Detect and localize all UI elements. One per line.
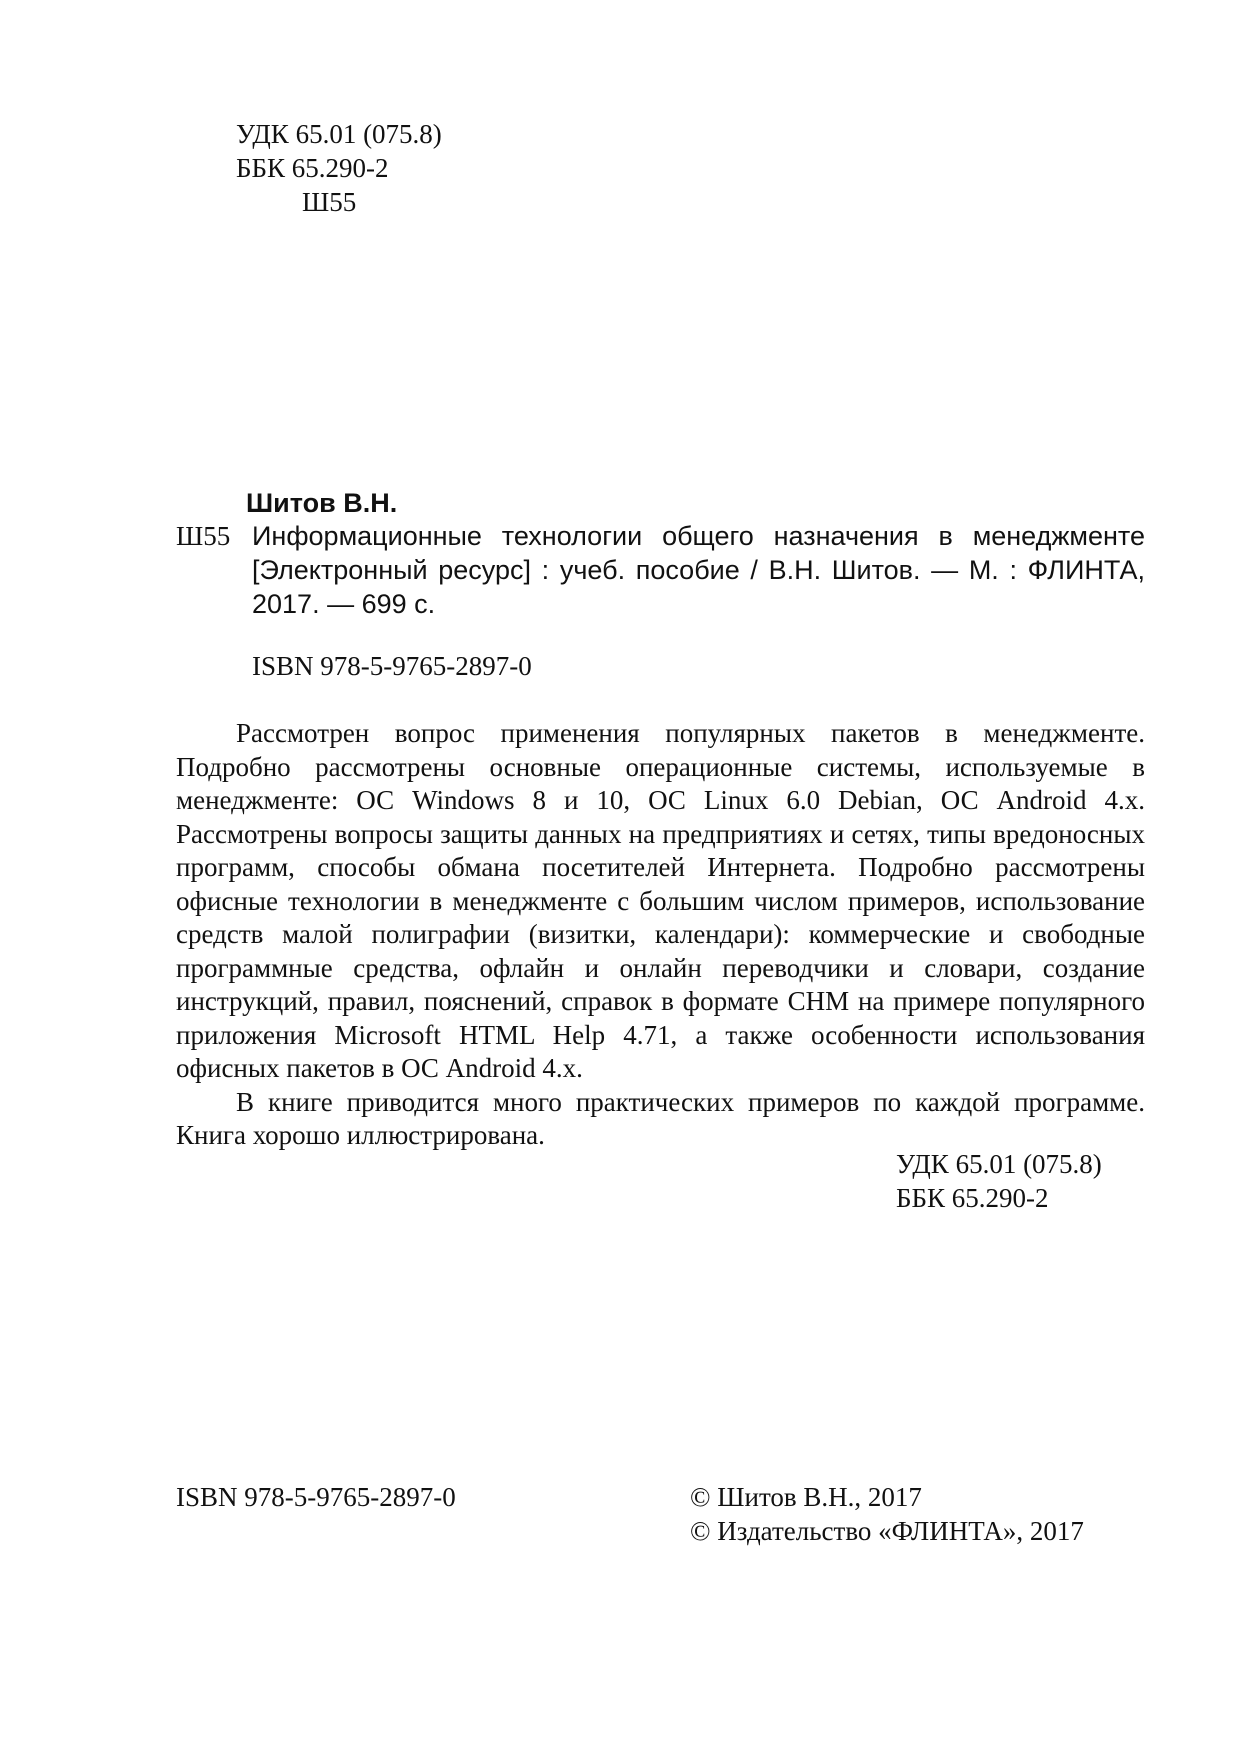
top-classification-block [236,117,442,219]
author-heading: Шитов В.Н. [246,488,398,518]
bibliographic-description: Информационные технологии общего назначения в менеджменте [Электронный ресурс] : учеб. пособие / В.Н. Шитов. — М. : ФЛИНТА, 2017. — 699 с. [252,521,1145,619]
footer-isbn: ISBN 978-5-9765-2897-0 [176,1482,456,1512]
bbk-code: ББК 65.290-2 [896,1183,1049,1213]
annotation [176,717,1145,1153]
copyright-author: © Шитов В.Н., 2017 [690,1482,922,1512]
udk-code: УДК 65.01 (075.8) [236,119,442,149]
udk-code: УДК 65.01 (075.8) [896,1149,1102,1179]
entry-isbn: ISBN 978-5-9765-2897-0 [252,651,532,681]
copyright-publisher: © Издательство «ФЛИНТА», 2017 [690,1516,1084,1546]
cutter-code: Ш55 [302,187,357,217]
copyright-block [690,1480,1084,1548]
annotation-paragraph: В книге приводится много практических примеров по каждой программе. Книга хорошо иллюстрирована. [176,1086,1145,1150]
annotation-paragraph: Рассмотрен вопрос применения популярных пакетов в менеджменте. Подробно рассмотрены основные операционные системы, используемые в менеджменте: ОС Windows 8 и 10, ОС Linux 6.0 Debian, ОС Android 4.x. Рассмотрены вопросы защиты данных на предприятиях и сетях, типы вредоносных программ, способы обмана посетителей Интернета. Подробно рассмотрены офисные технологии в менеджменте с большим числом примеров, использование средств малой полиграфии (визитки, календари): коммерческие и свободные программные средства, офлайн и онлайн переводчики и словари, создание инструкций, правил, пояснений, справок в формате CHM на примере популярного приложения Microsoft HTML Help 4.71, а также особенности использования офисных пакетов в ОС Android 4.x. [176,718,1145,1083]
bottom-classification-block [896,1147,1102,1215]
bbk-code: ББК 65.290-2 [236,153,389,183]
entry-cutter-code: Ш55 [176,521,231,551]
